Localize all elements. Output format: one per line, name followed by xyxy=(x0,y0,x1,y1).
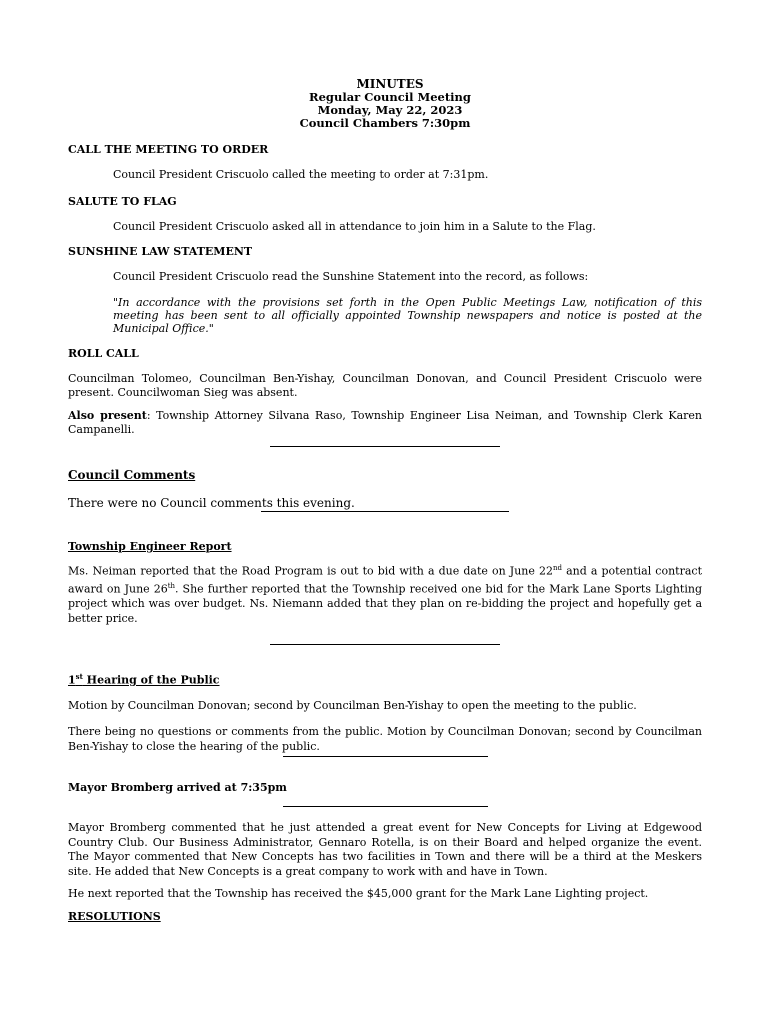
divider-line xyxy=(283,806,488,807)
divider-line xyxy=(261,511,509,512)
sunshine-heading: SUNSHINE LAW STATEMENT xyxy=(68,245,253,258)
divider-line xyxy=(283,756,488,757)
salute-heading: SALUTE TO FLAG xyxy=(68,194,177,208)
ordinal-suffix: nd xyxy=(552,564,562,572)
engineer-report-text-part: Ms. Neiman reported that the Road Program is out to bid with a due date on June 22 xyxy=(68,564,553,578)
roll-call-heading: ROLL CALL xyxy=(68,346,139,360)
engineer-report-heading: Township Engineer Report xyxy=(68,540,232,553)
hearing-heading-text: Hearing of the Public xyxy=(82,673,220,687)
hearing-close-motion: There being no questions or comments from the public. Motion by Councilman Donovan; second by Councilman Ben-Yishay to close the hearing of the public. xyxy=(68,725,702,753)
mayor-comment: Mayor Bromberg commented that he just attended a great event for New Concepts for Living at Edgewood Country Club. Our Business Administrator, Gennaro Rotella, is on their Board and helped organize the event. The Mayor commented that New Concepts has two facilities in Town and there will be a third at the Meskers site. He added that New Concepts is a great company to work with and have in Town. xyxy=(68,821,702,878)
salute-text: Council President Criscuolo asked all in attendance to join him in a Salute to the Flag. xyxy=(113,219,596,233)
resolutions-heading: RESOLUTIONS xyxy=(68,909,161,923)
engineer-report-text xyxy=(68,561,702,626)
call-to-order-heading: CALL THE MEETING TO ORDER xyxy=(68,143,269,156)
sunshine-quote: "In accordance with the provisions set forth in the Open Public Meetings Law, notification of this meeting has been sent to all officially appointed Township newspapers and notice is posted at the Municipal Office." xyxy=(113,295,702,335)
ordinal-suffix: th xyxy=(167,582,176,591)
divider-line xyxy=(270,644,500,645)
minutes-document xyxy=(68,78,702,923)
also-present-text: : Township Attorney Silvana Raso, Township Engineer Lisa Neiman, and Township Clerk Karen Campanelli. xyxy=(68,408,702,436)
divider-line xyxy=(270,446,500,447)
ordinal-suffix: st xyxy=(75,672,83,682)
hearing-heading xyxy=(68,670,702,687)
engineer-report-text-part: and a potential contract award on June 26 xyxy=(68,564,702,596)
council-comments-text: There were no Council comments this evening. xyxy=(68,495,355,510)
meeting-date: Monday, May 22, 2023 xyxy=(317,103,463,117)
roll-call-text: Councilman Tolomeo, Councilman Ben-Yishay, Councilman Donovan, and Council President Criscuolo were present. Councilwoman Sieg was absent. xyxy=(68,371,702,399)
meeting-type: Regular Council Meeting xyxy=(309,90,471,104)
also-present-label: Also present xyxy=(68,408,147,422)
meeting-location: Council Chambers 7:30pm xyxy=(299,116,471,130)
also-present xyxy=(68,409,702,438)
council-comments-heading: Council Comments xyxy=(68,467,196,482)
sunshine-text: Council President Criscuolo read the Sunshine Statement into the record, as follows: xyxy=(113,270,589,283)
mayor-arrival: Mayor Bromberg arrived at 7:35pm xyxy=(68,781,287,795)
mayor-grant: He next reported that the Township has received the $45,000 grant for the Mark Lane Lighting project. xyxy=(68,887,649,901)
call-to-order-text: Council President Criscuolo called the meeting to order at 7:31pm. xyxy=(113,168,489,181)
hearing-open-motion: Motion by Councilman Donovan; second by Councilman Ben-Yishay to open the meeting to the public. xyxy=(68,698,637,712)
document-title: MINUTES xyxy=(356,77,424,91)
engineer-report-text-part: . She further reported that the Township received one bid for the Mark Lane Sports Lighting project which was over budget. Ns. Niemann added that they plan on re-bidding the project and hopefully get a better price. xyxy=(68,582,702,625)
hearing-heading-num: 1 xyxy=(68,673,76,687)
